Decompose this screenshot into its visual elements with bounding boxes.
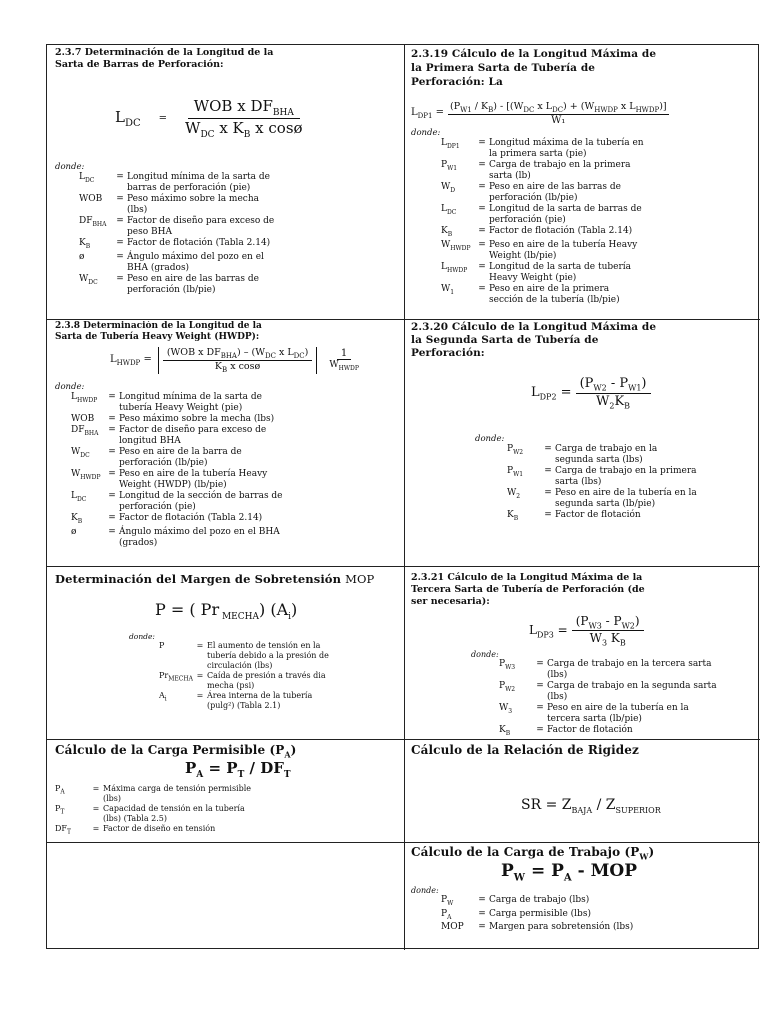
definition-subscript: 3 (508, 707, 513, 715)
definition-row (71, 392, 296, 414)
row-divider-3 (47, 739, 760, 740)
equals-sign: = (544, 466, 552, 477)
definition-subscript: HWDP (76, 396, 98, 404)
definition-subscript: DC (88, 278, 98, 286)
definition-description: Longitud de la sección de barras de perforación (pie) (119, 490, 283, 512)
definition-row (441, 922, 651, 933)
definition-subscript: D (450, 186, 456, 194)
definitions-list (507, 444, 697, 524)
definition-description: Carga permisible (lbs) (489, 908, 591, 919)
definition-symbol: P (159, 641, 165, 651)
definition-description: Factor de diseño para exceso de longitud BHA (119, 424, 267, 446)
equals-sign: = (116, 194, 124, 204)
equals-sign: = (92, 824, 100, 834)
definition-symbol: $P_W$ (441, 894, 454, 907)
equals-sign: = (108, 446, 116, 457)
section-2-3-8 (55, 321, 400, 565)
definition-subscript: 2 (516, 492, 521, 500)
definition-subscript: B (85, 242, 91, 250)
definitions-list (159, 641, 339, 711)
definition-symbol: $A_i$ (159, 691, 167, 703)
definition-row (79, 216, 279, 238)
definition-row (507, 510, 697, 524)
definition-subscript: B (77, 517, 83, 525)
definition-symbol: $P_{W2}$ (499, 680, 516, 693)
formula-sr: SR = $Z_{BAJA} / Z_{SUPERIOR}$ (521, 797, 661, 815)
donde-label: donde: (129, 632, 155, 642)
definition-row (499, 725, 721, 738)
formula-pa: $P_A = P_T / DF_T$ (185, 759, 291, 781)
definition-symbol: $W_3$ (499, 702, 513, 715)
definition-subscript: B (447, 230, 453, 238)
equals-sign: = (92, 784, 100, 794)
definition-description: Carga de trabajo en la segunda sarta (lbs) (555, 444, 658, 466)
row-divider-left-1 (47, 319, 404, 320)
equals-sign: = (116, 172, 124, 182)
definition-subscript: W (447, 899, 454, 907)
definition-row (441, 182, 646, 204)
definition-row (441, 240, 646, 262)
definition-description: Capacidad de tensión en la tubería (lbs) (Tabla 2.5) (103, 804, 245, 824)
donde-label: donde: (55, 162, 85, 172)
definition-description: Caída de presión a través dia mecha (psi) (207, 671, 326, 691)
equals-sign: = (478, 261, 486, 272)
definition-subscript: MECHA (168, 675, 193, 683)
definition-row (499, 659, 721, 681)
definition-description: Factor de diseño para exceso de peso BHA (127, 216, 275, 237)
definition-row (507, 444, 697, 466)
equals-sign: = (108, 490, 116, 501)
definition-description: Longitud de la sarta de tubería Heavy Weight (pie) (489, 261, 632, 283)
definition-symbol: $P_A$ (55, 784, 65, 796)
equals-sign: = (108, 413, 116, 424)
definition-description: Peso en aire de la barra de perforación (lb/pie) (119, 446, 242, 468)
definition-symbol: $L_{DC}$ (441, 203, 457, 216)
definition-description: Longitud mínima de la sarta de barras de perforación (pie) (127, 172, 270, 193)
equals-sign: = (544, 510, 552, 521)
definition-row (159, 641, 339, 671)
definition-row (79, 252, 279, 274)
equals-sign: = (116, 216, 124, 226)
definition-description: Peso máximo sobre la mecha (lbs) (127, 194, 259, 215)
center-divider (404, 45, 405, 950)
definition-description: Factor de flotación (Tabla 2.14) (119, 512, 263, 523)
definition-symbol: $DF_{BHA}$ (71, 424, 99, 437)
equals-sign: = (116, 273, 124, 284)
definitions-list (79, 172, 279, 296)
definition-subscript: 1 (450, 288, 455, 296)
formula-ldp1: $L_{DP1}$ = $\frac{(P_{W1} / K_B) - [(W_{DC} x L_{DC}) + (W_{HWDP} x L_{HWDP})]}{\text{W₁}}$ (411, 101, 667, 126)
section-title: Cálculo de la Carga Permisible $(P_A)$ (55, 743, 297, 760)
definition-symbol: $K_B$ (507, 510, 519, 522)
equals-sign: = (116, 251, 124, 262)
definition-symbol: WOB (71, 413, 95, 424)
definition-symbol: $L_{DC}$ (71, 490, 87, 503)
definition-row (441, 160, 646, 182)
definition-row (55, 784, 265, 804)
definition-description: Peso en aire de la primera sección de la tubería (lb/pie) (489, 283, 620, 305)
definition-row (507, 466, 697, 488)
ldc-fraction: $\frac{WOB x DF_{BHA}}{W_{DC} x K_B x \cos ø}$ (185, 97, 303, 140)
definition-row (55, 804, 265, 824)
equals-sign: = (478, 239, 486, 250)
definition-symbol: $L_{HWDP}$ (71, 391, 98, 404)
section-carga-permisible (55, 741, 400, 841)
definition-row (71, 527, 296, 549)
equals-sign: = (196, 671, 204, 681)
definition-subscript: DP1 (446, 142, 460, 150)
definition-description: Factor de flotación (Tabla 2.14) (127, 238, 271, 248)
definition-symbol: $K_B$ (499, 724, 511, 737)
section-title: Cálculo de la Relación de Rigidez (411, 743, 639, 757)
equals-sign: = (536, 702, 544, 713)
section-2-3-19 (411, 47, 756, 317)
definition-symbol: $P_{W3}$ (499, 658, 516, 671)
definitions-list (55, 784, 265, 838)
definition-description: El aumento de tensión en la tubería debido a la presión de circulación (lbs) (207, 641, 329, 671)
definition-symbol: $K_B$ (79, 238, 91, 250)
equals-sign: = (536, 658, 544, 669)
equals-sign: = (544, 488, 552, 499)
equals-sign: = (478, 908, 486, 919)
definition-row (71, 414, 296, 425)
definition-row (499, 703, 721, 725)
definition-subscript: W1 (447, 164, 458, 172)
definition-subscript: W3 (505, 663, 516, 671)
definition-row (71, 469, 296, 491)
definition-description: Longitud máxima de la tubería en la primera sarta (pie) (489, 137, 644, 159)
equals-sign: = (544, 444, 552, 455)
definition-symbol: $W_D$ (441, 181, 456, 194)
definition-subscript: W2 (505, 685, 516, 693)
definition-subscript: A (60, 788, 65, 796)
section-title: Cálculo de la Carga de Trabajo $(P_W)$ (411, 845, 655, 862)
definition-row (441, 138, 646, 160)
definition-row (441, 226, 646, 240)
definition-subscript: W1 (513, 470, 524, 478)
definition-description: Carga de trabajo en la primera sarta (lb) (489, 159, 631, 181)
definition-row (507, 488, 697, 510)
definition-symbol: ø (71, 526, 77, 537)
definition-description: Peso en aire de las barras de perforación (lb/pie) (127, 273, 259, 295)
definition-subscript: DC (84, 176, 95, 184)
definition-description: Longitud de la sarta de barras de perforación (pie) (489, 203, 642, 225)
formula-ldp3: $L_{DP3}$ = $\frac{(P_{W3} - P_{W2})}{W_3 K_B}$ (529, 614, 756, 648)
section-mop (55, 568, 400, 738)
definition-symbol: $W_{DC}$ (79, 273, 98, 286)
definition-description: Factor de flotación (547, 724, 633, 735)
definition-symbol: $P_{W1}$ (441, 159, 458, 172)
formula-lhwdp: $L_{HWDP}$ = $\frac{(WOB x DF_{BHA}) - (W_{DC} x L_{DC})}{K_B x \cos ø}$ $\frac{1}{W_{HWDP}}$ (110, 347, 359, 374)
definition-symbol: $Pr_{MECHA}$ (159, 671, 193, 683)
section-carga-trabajo (411, 843, 756, 948)
equals-sign: = (536, 680, 544, 691)
definition-symbol: $K_B$ (71, 512, 83, 525)
section-title: 2.3.21 Cálculo de la Longitud Máxima de la Tercera Sarta de Tubería de Perforación (de ser necesaria): (411, 572, 645, 607)
definition-row (71, 491, 296, 513)
definition-description: Carga de trabajo en la tercera sarta (lbs) (547, 658, 712, 680)
definition-subscript: HWDP (80, 473, 101, 481)
equals-sign: = (108, 424, 116, 435)
formula-sheet-grid (46, 44, 759, 949)
section-title: 2.3.19 Cálculo de la Longitud Máxima de la Primera Sarta de Tubería de Perforación: La (411, 48, 657, 88)
definition-description: Peso en aire de la tubería Heavy Weight (HWDP) (lb/pie) (119, 468, 268, 490)
definition-description: Peso en aire de la tubería en la segunda sarta (lb/pie) (555, 488, 697, 510)
definition-subscript: DC (446, 208, 457, 216)
definition-symbol: $L_{DC}$ (79, 172, 95, 184)
definition-row (499, 681, 721, 703)
donde-label: donde: (411, 127, 441, 138)
formula-mop: P = ( Pr $_{MECHA}$) $(A_i)$ (155, 600, 298, 623)
donde-label: donde: (475, 434, 505, 445)
equals-sign: = (108, 526, 116, 537)
definition-subscript: BHA (92, 220, 107, 228)
definition-row (441, 204, 646, 226)
definition-subscript: i (164, 695, 167, 703)
definition-row (441, 909, 651, 923)
definition-symbol: $W_{HWDP}$ (71, 468, 101, 481)
section-title: Determinación del Margen de Sobretensión MOP (55, 572, 375, 586)
definition-symbol: $P_{W2}$ (507, 444, 524, 456)
definition-row (71, 425, 296, 447)
donde-label: donde: (411, 885, 439, 895)
definition-subscript: W2 (513, 448, 524, 456)
definition-symbol: $P_{W1}$ (507, 466, 524, 478)
definition-symbol: $P_A$ (441, 908, 452, 921)
equals-sign: = (478, 922, 486, 933)
definition-description: Área interna de la tubería (pulg²) (Tabla 2.1) (207, 691, 313, 711)
definition-description: Carga de trabajo en la primera sarta (lbs) (555, 466, 697, 488)
definition-symbol: MOP (441, 922, 464, 933)
definition-subscript: T (66, 828, 71, 836)
section-2-3-20 (411, 321, 756, 565)
equals-sign: = (478, 225, 486, 236)
equals-sign: = (108, 512, 116, 523)
definition-subscript: HWDP (446, 266, 468, 274)
definition-symbol: $L_{HWDP}$ (441, 261, 468, 274)
definition-symbol: $W_2$ (507, 488, 521, 500)
definition-subscript: B (505, 729, 511, 737)
definition-description: Carga de trabajo en la segunda sarta (lbs) (547, 680, 717, 702)
definition-subscript: DC (76, 495, 87, 503)
donde-label: donde: (55, 381, 85, 392)
definition-description: Factor de diseño en tensión (103, 824, 216, 834)
definition-row (159, 691, 339, 711)
definitions-list (71, 392, 296, 549)
definition-symbol: WOB (79, 194, 103, 204)
definitions-list (441, 895, 651, 934)
equals-sign: = (478, 137, 486, 148)
equals-sign: = (478, 203, 486, 214)
section-2-3-7 (55, 47, 400, 317)
definition-symbol: $K_B$ (441, 225, 453, 238)
definition-description: Peso en aire de la tubería en la tercera sarta (lb/pie) (547, 702, 689, 724)
definition-row (71, 447, 296, 469)
definition-symbol: $DF_T$ (55, 824, 71, 836)
definition-description: Carga de trabajo (lbs) (489, 894, 590, 905)
equals-sign: = (478, 283, 486, 294)
equals-sign: = (116, 238, 124, 248)
definition-subscript: B (513, 514, 519, 522)
formula-ldc: $L_{DC}$ = $\frac{WOB x DF_{BHA}}{W_{DC} x K_B x \cos ø}$ (115, 97, 400, 140)
equals-sign: = (196, 691, 204, 701)
formula-pw: $P_W = P_A$ - MOP (501, 861, 637, 884)
definition-symbol: ø (79, 251, 85, 262)
section-2-3-21 (411, 568, 756, 738)
definition-symbol: $W_{HWDP}$ (441, 239, 471, 252)
equals-sign: = (478, 159, 486, 170)
definition-subscript: DC (80, 451, 90, 459)
equals-sign: = (478, 894, 486, 905)
definition-row (159, 671, 339, 691)
definition-description: Peso en aire de la tubería Heavy Weight (lb/pie) (489, 239, 638, 261)
definitions-list (499, 659, 721, 738)
formula-ldp2: $L_{DP2}$ = $\frac{(P_{W2} - P_{W1})}{W_2K_B}$ (531, 376, 756, 410)
definition-description: Peso máximo sobre la mecha (lbs) (119, 413, 275, 424)
equals-sign: = (92, 804, 100, 814)
equals-sign: = (108, 391, 116, 402)
definition-symbol: $P_T$ (55, 804, 65, 816)
section-rigidez (411, 741, 756, 841)
section-title: 2.3.7 Determinación de la Longitud de la Sarta de Barras de Perforación: (55, 47, 274, 70)
definition-description: Factor de flotación (555, 510, 641, 521)
definition-symbol: $W_1$ (441, 283, 455, 296)
row-divider-2 (47, 566, 760, 567)
equals-sign: = (478, 181, 486, 192)
definition-row (79, 274, 279, 296)
equals-sign: = (536, 724, 544, 735)
equals-sign: = (108, 468, 116, 479)
definition-description: Máxima carga de tensión permisible (lbs) (103, 784, 252, 804)
definition-row (71, 513, 296, 527)
definition-description: Peso en aire de las barras de perforación (lb/pie) (489, 181, 621, 203)
definition-row (79, 238, 279, 252)
definition-description: Ángulo máximo del pozo en el BHA (grados) (127, 251, 264, 273)
definition-subscript: A (447, 913, 452, 921)
definition-symbol: $L_{DP1}$ (441, 137, 460, 150)
definition-description: Ángulo máximo del pozo en el BHA (grados) (119, 526, 280, 548)
definition-row (441, 895, 651, 909)
definition-row (55, 824, 265, 838)
donde-label: donde: (471, 649, 499, 659)
definition-row (79, 194, 279, 216)
definition-subscript: BHA (84, 429, 99, 437)
definitions-list (441, 138, 646, 306)
section-title: 2.3.20 Cálculo de la Longitud Máxima de la Segunda Sarta de Tubería de Perforación: (411, 321, 657, 359)
definition-row (79, 172, 279, 194)
definition-description: Longitud mínima de la sarta de tubería Heavy Weight (pie) (119, 391, 262, 413)
definition-description: Margen para sobretensión (lbs) (489, 922, 634, 933)
definition-symbol: $W_{DC}$ (71, 446, 90, 459)
row-divider-right-1 (404, 319, 760, 320)
definition-row (441, 284, 646, 306)
section-title: 2.3.8 Determinación de la Longitud de la Sarta de Tubería Heavy Weight (HWDP): (55, 321, 262, 342)
definition-row (441, 262, 646, 284)
definition-subscript: T (60, 808, 65, 816)
definition-description: Factor de flotación (Tabla 2.14) (489, 225, 633, 236)
definition-symbol: $DF_{BHA}$ (79, 216, 107, 228)
equals-sign: = (196, 641, 204, 651)
definition-subscript: HWDP (450, 244, 471, 252)
